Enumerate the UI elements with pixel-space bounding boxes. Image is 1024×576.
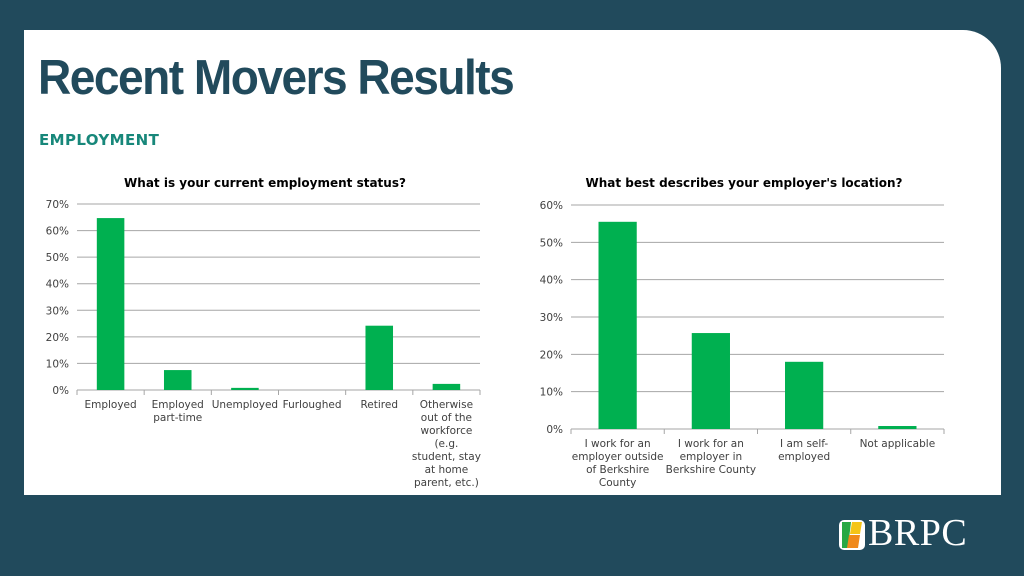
section-subtitle: EMPLOYMENT — [39, 131, 160, 149]
page-title: Recent Movers Results — [38, 51, 514, 105]
y-tick-label: 0% — [52, 385, 69, 397]
y-tick-label: 70% — [45, 199, 69, 211]
bar — [785, 362, 823, 429]
bar — [878, 426, 916, 429]
x-category-label: Employed part-time — [151, 399, 204, 424]
y-tick-label: 60% — [45, 225, 69, 238]
x-category-label: Otherwise out of the workforce (e.g. student, stay at home parent, etc.) — [411, 399, 481, 489]
x-category-label: I work for an employer outside of Berkshire County — [571, 438, 664, 489]
x-category-label: Retired — [360, 399, 399, 411]
y-tick-label: 50% — [45, 252, 69, 265]
y-tick-label: 20% — [539, 349, 563, 362]
y-tick-label: 30% — [45, 305, 69, 318]
y-tick-label: 20% — [45, 331, 69, 344]
bar — [692, 333, 730, 429]
y-tick-label: 10% — [539, 386, 563, 399]
y-tick-label: 40% — [45, 278, 69, 291]
x-category-label: Unemployed — [211, 399, 279, 411]
chart-1-title: What is your current employment status? — [124, 176, 406, 190]
y-tick-label: 40% — [539, 274, 563, 287]
x-category-label: I am self-employed — [778, 438, 831, 463]
y-tick-label: 30% — [539, 312, 563, 324]
y-tick-label: 10% — [45, 358, 69, 371]
chart-2-title: What best describes your employer's location? — [585, 176, 903, 190]
y-tick-label: 60% — [539, 200, 563, 212]
x-category-label: I work for an employer in Berkshire County — [665, 438, 757, 476]
x-category-label: Not applicable — [859, 438, 936, 450]
x-category-label: Furloughed — [282, 399, 342, 411]
x-category-label: Employed — [84, 399, 137, 411]
y-tick-label: 0% — [546, 424, 563, 436]
brpc-logo-text: BRPC — [868, 512, 968, 554]
y-tick-label: 50% — [539, 237, 563, 250]
bar — [599, 222, 637, 429]
